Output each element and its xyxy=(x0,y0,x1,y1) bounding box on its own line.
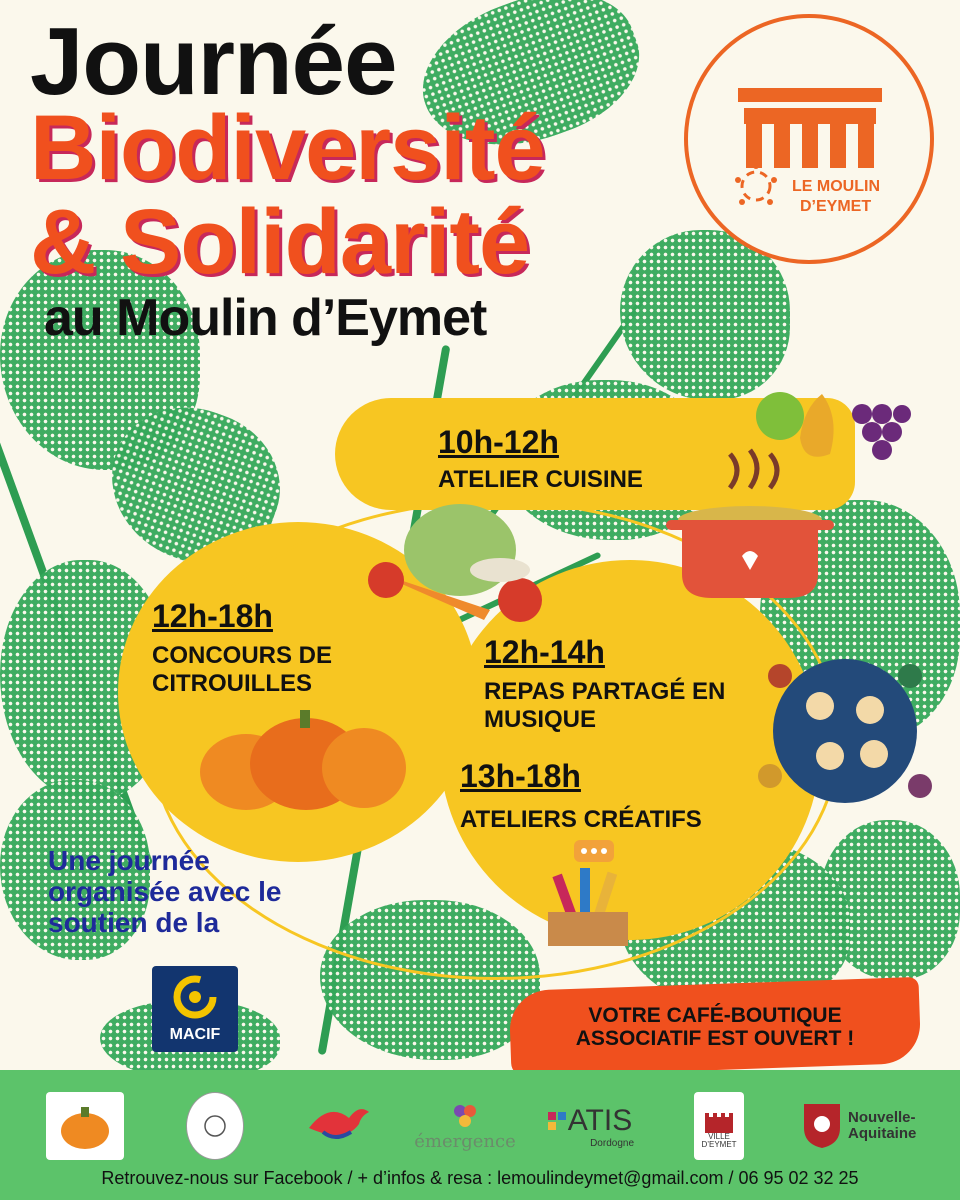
dove-icon xyxy=(303,1098,373,1154)
cafe-line-1: VOTRE CAFÉ-BOUTIQUE xyxy=(588,1004,842,1027)
sponsor-logo-region xyxy=(800,1092,930,1160)
activity-3-label: REPAS PARTAGÉ EN MUSIQUE xyxy=(484,678,726,733)
activity-1-time: 10h-12h xyxy=(438,424,559,460)
macif-logo xyxy=(152,966,238,1052)
sponsor-logo-pumpkin xyxy=(46,1092,124,1160)
craft-box-icon xyxy=(538,838,638,948)
logo-text-line-2: D’EYMET xyxy=(800,198,872,215)
activity-2-time: 12h-18h xyxy=(152,598,273,634)
sponsor-logo-eymet xyxy=(694,1092,744,1160)
dordogne-label: Dordogne xyxy=(590,1137,634,1149)
macif-icon xyxy=(172,974,218,1020)
shared-table-icon xyxy=(750,636,940,826)
activity-2-label: CONCOURS DE CITROUILLES xyxy=(152,642,333,697)
vegetables-icon xyxy=(360,500,560,630)
lion-shield-icon xyxy=(802,1102,842,1150)
atis-squares-icon xyxy=(548,1112,566,1130)
cooking-pot-icon xyxy=(660,444,840,604)
sponsor-logo-atis xyxy=(540,1092,640,1160)
support-text: Une journée organisée avec le soutien de la xyxy=(48,845,282,938)
activity-4-time: 13h-18h xyxy=(460,758,581,794)
title-line-3: & Solidarité xyxy=(30,191,530,293)
title-line-2: Biodiversité xyxy=(30,97,545,199)
cafe-line-2: ASSOCIATIF EST OUVERT ! xyxy=(575,1027,855,1051)
eymet-label: VILLE D’EYMET xyxy=(701,1132,737,1149)
water-wheel-icon xyxy=(730,160,782,212)
activity-4-label: ATELIERS CRÉATIFS xyxy=(460,806,702,833)
sponsor-logo-emergence xyxy=(410,1092,520,1160)
title-line-4: au Moulin d’Eymet xyxy=(44,289,487,347)
activity-3-time: 12h-14h xyxy=(484,634,605,670)
title-line-1: Journée xyxy=(30,8,397,115)
atis-label: ATIS xyxy=(567,1103,633,1137)
castle-icon xyxy=(703,1103,735,1133)
region-label: Nouvelle-Aquitaine xyxy=(848,1109,917,1142)
sketch-icon xyxy=(195,1106,235,1146)
cafe-text xyxy=(540,1004,890,1050)
footer-contact: Retrouvez-nous sur Facebook / + d’infos & resa : lemoulindeymet@gmail.com / 06 95 02 32 25 xyxy=(101,1168,859,1188)
flower-icon xyxy=(450,1101,480,1131)
pumpkin-badge-icon xyxy=(55,1101,115,1151)
pumpkin-icon xyxy=(186,706,416,810)
sponsor-logo-circle xyxy=(186,1092,244,1160)
emergence-label: émergence xyxy=(414,1130,516,1152)
sponsor-logo-secours xyxy=(302,1092,374,1160)
activity-1-label: ATELIER CUISINE xyxy=(438,466,643,493)
macif-label: MACIF xyxy=(169,1026,221,1043)
logo-text-line-1: LE MOULIN xyxy=(792,178,880,195)
